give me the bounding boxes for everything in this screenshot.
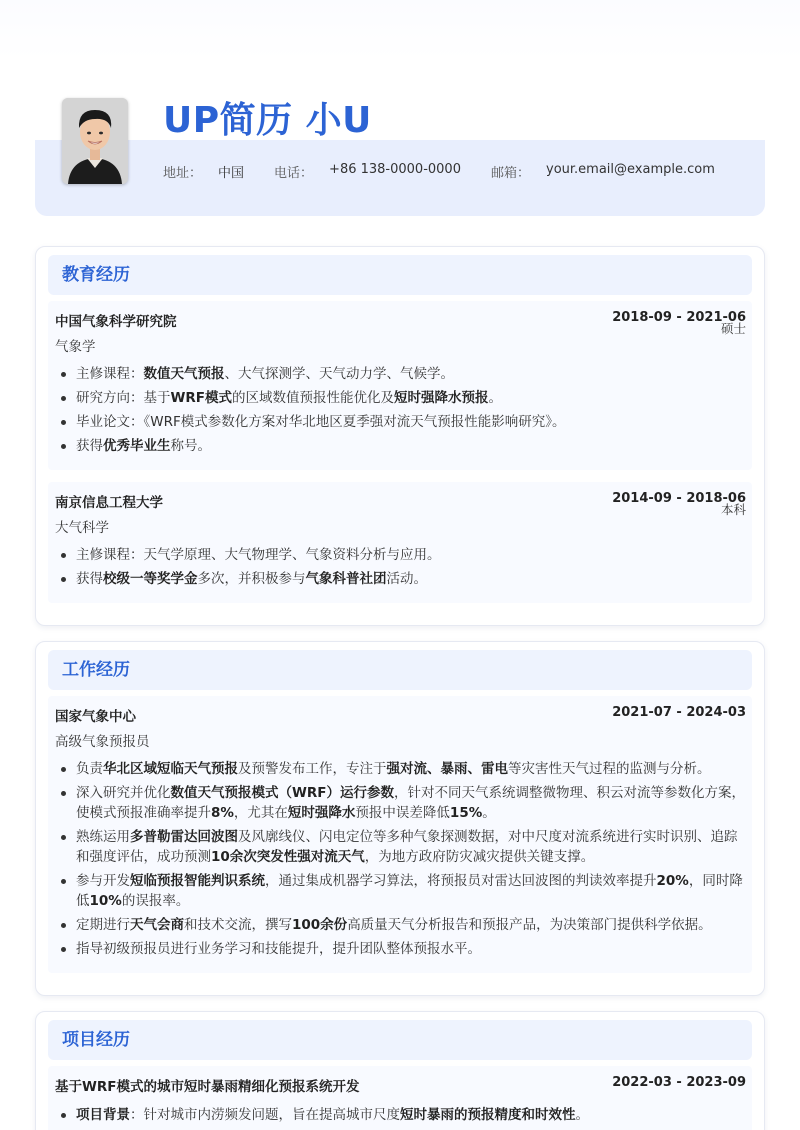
contact-label: 邮箱： — [490, 166, 530, 181]
candidate-name: UP简历 小U — [163, 100, 372, 141]
section-title: 教育经历 — [48, 255, 752, 295]
bullet-list — [55, 364, 746, 456]
major: 气象学 — [55, 339, 96, 355]
bullet-item: 研究方向：基于WRF模式的区域数值预报性能优化及短时强降水预报。 — [55, 388, 746, 408]
bullet-list — [55, 545, 746, 589]
bullet-item: 项目背景：针对城市内涝频发问题，旨在提高城市尺度短时暴雨的预报精度和时效性。 — [55, 1105, 746, 1125]
date-range: 2014-09 - 2018-06 — [612, 491, 746, 506]
resume-header — [35, 70, 765, 216]
bullet-item: 深入研究并优化数值天气预报模式（WRF）运行参数，针对不同天气系统调整微物理、积云对流等参数化方案，使模式预报准确率提升8%，尤其在短时强降水预报中误差降低15%。 — [55, 783, 746, 823]
bullet-item: 参与开发短临预报智能判识系统，通过集成机器学习算法，将预报员对雷达回波图的判读效率提升20%，同时降低10%的误报率。 — [55, 871, 746, 911]
contact-address — [163, 162, 244, 181]
date-range: 2022-03 - 2023-09 — [612, 1075, 746, 1090]
projects-section — [35, 1011, 765, 1130]
school-name: 中国气象科学研究院 — [55, 314, 177, 330]
avatar-photo — [62, 98, 128, 184]
bullet-item: 负责华北区域短临天气预报及预警发布工作，专注于强对流、暴雨、雷电等灾害性天气过程的监测与分析。 — [55, 759, 746, 779]
date-range: 2021-07 - 2024-03 — [612, 705, 746, 720]
bullet-item: 主修课程：数值天气预报、大气探测学、天气动力学、气候学。 — [55, 364, 746, 384]
major: 大气科学 — [55, 520, 109, 536]
bullet-item: 指导初级预报员进行业务学习和技能提升，提升团队整体预报水平。 — [55, 939, 746, 959]
degree: 硕士 — [720, 321, 746, 336]
bullet-item: 主修课程：天气学原理、大气物理学、气象资料分析与应用。 — [55, 545, 746, 565]
bullet-item: 熟练运用多普勒雷达回波图及风廓线仪、闪电定位等多种气象探测数据，对中尺度对流系统进行实时识别、追踪和强度评估，成功预测10余次突发性强对流天气，为地方政府防灾减灾提供关键支撑。 — [55, 827, 746, 867]
section-title: 项目经历 — [48, 1020, 752, 1060]
section-title: 工作经历 — [48, 650, 752, 690]
contact-label: 地址： — [163, 166, 203, 181]
education-entry — [48, 301, 752, 470]
bullet-item: 定期进行天气会商和技术交流，撰写100余份高质量天气分析报告和预报产品，为决策部门提供科学依据。 — [55, 915, 746, 935]
contact-email — [491, 162, 715, 181]
school-name: 南京信息工程大学 — [55, 495, 163, 511]
contact-value: 中国 — [218, 166, 245, 181]
bullet-list — [55, 1105, 746, 1125]
contact-value: +86 138-0000-0000 — [329, 162, 461, 177]
company-name: 国家气象中心 — [55, 709, 136, 725]
contact-info — [163, 162, 745, 181]
date-range: 2018-09 - 2021-06 — [612, 310, 746, 325]
project-entry — [48, 1066, 752, 1130]
contact-label: 电话： — [274, 166, 314, 181]
work-section — [35, 641, 765, 996]
education-section — [35, 246, 765, 626]
bullet-item: 获得优秀毕业生称号。 — [55, 436, 746, 456]
bullet-list — [55, 759, 746, 959]
bullet-item: 获得校级一等奖学金多次，并积极参与气象科普社团活动。 — [55, 569, 746, 589]
work-entry — [48, 696, 752, 973]
education-entry — [48, 482, 752, 603]
job-title: 高级气象预报员 — [55, 734, 150, 750]
contact-value: your.email@example.com — [546, 162, 715, 177]
degree: 本科 — [720, 502, 746, 517]
avatar — [62, 98, 128, 184]
project-name: 基于WRF模式的城市短时暴雨精细化预报系统开发 — [55, 1079, 360, 1095]
bullet-item: 毕业论文：《WRF模式参数化方案对华北地区夏季强对流天气预报性能影响研究》。 — [55, 412, 746, 432]
contact-phone — [274, 162, 461, 181]
